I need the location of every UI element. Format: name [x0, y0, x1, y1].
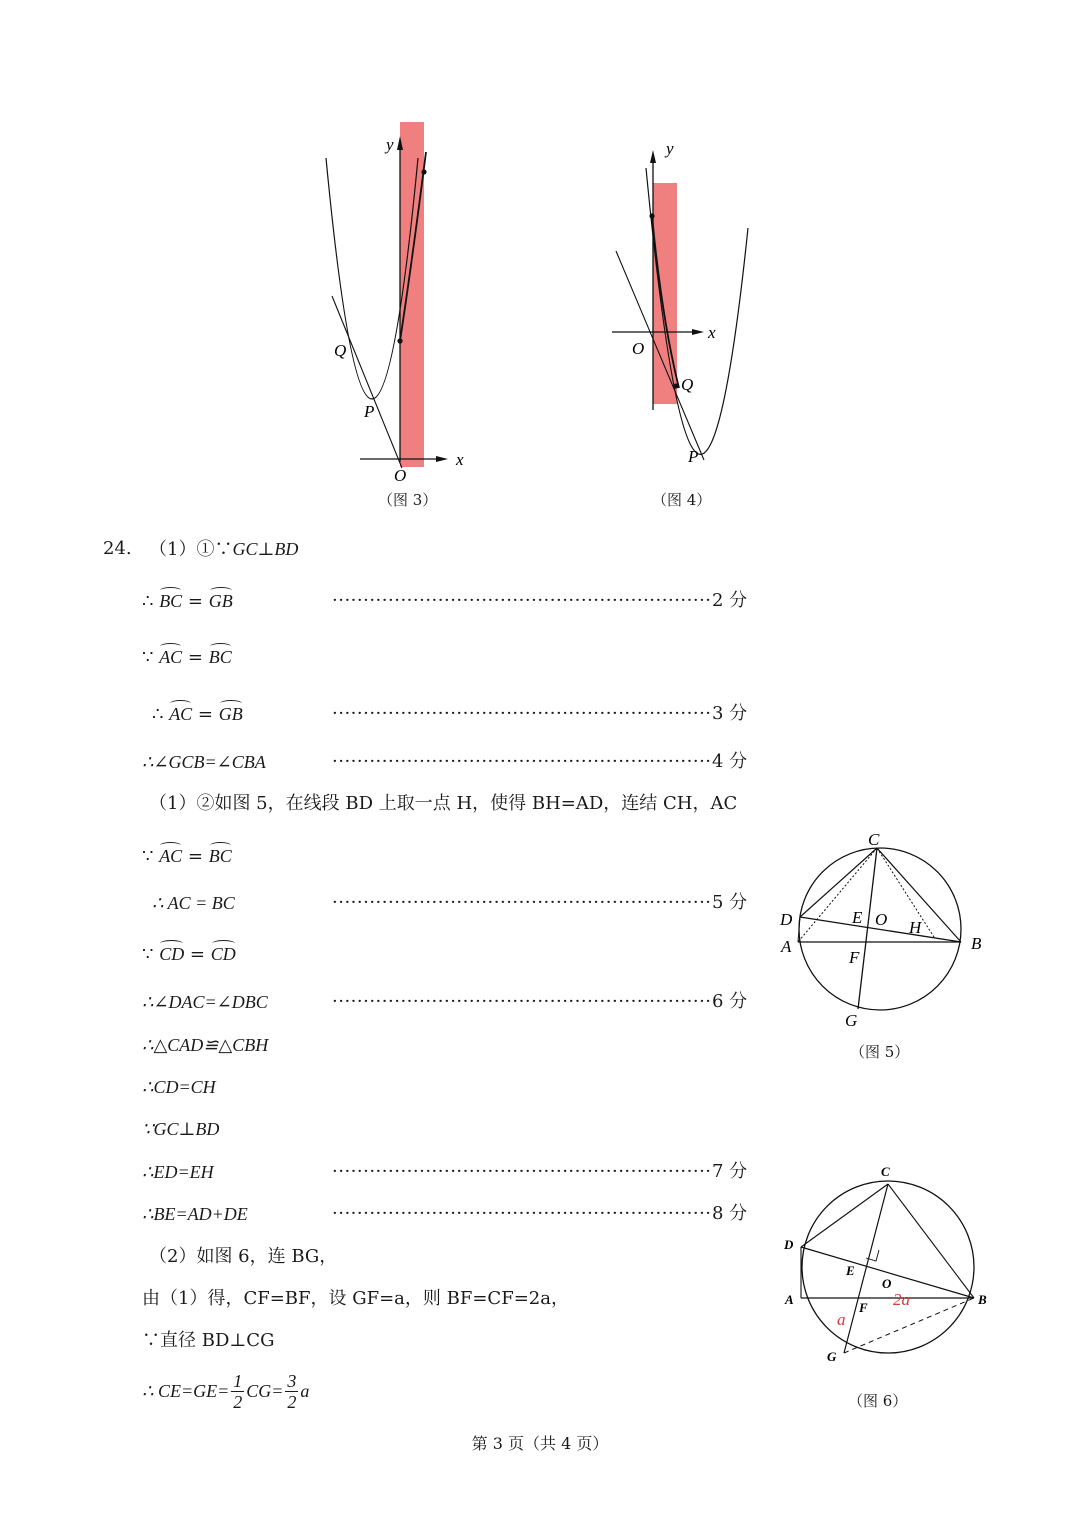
score-label: 4 分	[712, 751, 748, 772]
label-g: G	[845, 1011, 858, 1030]
arc: AC	[169, 704, 193, 724]
point-p-label: P	[364, 402, 375, 421]
tangent-line	[332, 296, 402, 468]
y-label: y	[386, 135, 394, 154]
score-label: 8 分	[712, 1203, 748, 1224]
x-arrow-icon	[436, 456, 448, 462]
score-label: 2 分	[712, 590, 748, 611]
step-14: ∴BE=AD+DE	[142, 1204, 248, 1224]
arc: BC	[159, 591, 183, 611]
head-text: （1）①∵	[149, 539, 233, 560]
label-e: E	[852, 908, 863, 927]
label-c: C	[881, 1164, 890, 1179]
figure-4	[600, 140, 760, 470]
label-g: G	[827, 1349, 837, 1364]
step-9: ∴∠DAC=∠DBC	[142, 992, 268, 1012]
equals: =	[182, 591, 209, 612]
segment-ca	[798, 848, 877, 942]
arc: CD	[159, 944, 185, 964]
length-a-label: a	[837, 1310, 846, 1329]
label-e: E	[846, 1263, 855, 1278]
step-15: （2）如图 6，连 BG，	[149, 1246, 338, 1267]
point-q-label: Q	[681, 375, 694, 394]
page-footer: 第 3 页（共 4 页）	[471, 1434, 609, 1453]
head-math: GC⊥BD	[232, 539, 299, 559]
leader-dots: ·····························································	[332, 703, 712, 724]
step-1	[142, 589, 233, 614]
point	[397, 338, 402, 343]
leader-dots: ·····························································	[332, 590, 712, 611]
score-label: 6 分	[712, 991, 748, 1012]
arc: BC	[208, 846, 232, 866]
step-18	[142, 1366, 309, 1416]
step-mid: CG=	[246, 1381, 284, 1401]
x-arrow-icon	[692, 329, 704, 335]
step-3	[152, 702, 243, 727]
step-6	[142, 844, 232, 869]
label-b: B	[978, 1292, 987, 1307]
label-o: O	[882, 1276, 892, 1291]
arc: GB	[218, 704, 243, 724]
equals: =	[182, 846, 209, 867]
step-12: ∵GC⊥BD	[142, 1119, 220, 1139]
origin-label: O	[632, 339, 645, 358]
step-prefix: ∵	[142, 846, 160, 867]
point	[649, 213, 654, 218]
step-11: ∴CD=CH	[142, 1077, 216, 1097]
point-p-label: P	[688, 447, 699, 466]
figure-6-caption: （图 6）	[848, 1392, 908, 1410]
label-a: A	[785, 1292, 794, 1307]
figure-4-caption: （图 4）	[652, 491, 712, 509]
step-prefix: ∴	[152, 704, 170, 725]
y-arrow-icon	[650, 150, 656, 163]
step-10: ∴△CAD≌△CBH	[142, 1035, 269, 1055]
problem-head	[149, 537, 298, 562]
leader-dots: ·····························································	[332, 991, 712, 1012]
arc: AC	[159, 647, 183, 667]
leader-dots: ·····························································	[332, 1161, 712, 1182]
leader-dots: ·····························································	[332, 1203, 712, 1224]
fraction: $\frac{3}{2}$	[287, 1370, 297, 1412]
step-post: a	[300, 1381, 310, 1401]
step-prefix: ∴ CE=GE=	[142, 1381, 230, 1401]
leader-dots: ·····························································	[332, 892, 712, 913]
step-prefix: ∵	[142, 944, 160, 965]
figure-5	[770, 825, 995, 1030]
equals: =	[184, 944, 211, 965]
step-4: ∴∠GCB=∠CBA	[142, 752, 266, 772]
step-5: （1）②如图 5，在线段 BD 上取一点 H，使得 BH=AD，连结 CH，AC	[149, 793, 738, 814]
label-f: F	[849, 948, 860, 967]
highlight-band	[653, 183, 677, 404]
step-prefix: ∴	[142, 591, 160, 612]
origin-label: O	[394, 466, 407, 485]
point	[421, 169, 426, 174]
step-7: ∴ AC = BC	[152, 893, 235, 913]
arc: BC	[208, 647, 232, 667]
score-label: 3 分	[712, 703, 748, 724]
length-2a-label: 2a	[893, 1290, 910, 1309]
leader-dots: ·····························································	[332, 751, 712, 772]
y-label: y	[666, 140, 674, 158]
score-label: 5 分	[712, 892, 748, 913]
point	[673, 383, 678, 388]
label-b: B	[971, 934, 982, 953]
step-17: ∵直径 BD⊥CG	[142, 1330, 275, 1351]
label-d: D	[784, 1237, 794, 1252]
figure-6	[775, 1158, 995, 1373]
label-h: H	[909, 918, 922, 937]
problem-number: 24.	[103, 538, 132, 559]
segment-cb	[888, 1184, 974, 1298]
x-label: x	[456, 450, 464, 469]
arc: AC	[159, 846, 183, 866]
segment-cd	[800, 848, 877, 917]
highlight-band	[400, 122, 424, 467]
label-d: D	[780, 910, 793, 929]
equals: =	[182, 647, 209, 668]
arc: CD	[210, 944, 236, 964]
arc: GB	[208, 591, 233, 611]
score-label: 7 分	[712, 1161, 748, 1182]
step-prefix: ∵	[142, 647, 160, 668]
x-label: x	[708, 323, 716, 342]
step-2	[142, 645, 232, 670]
step-13: ∴ED=EH	[142, 1162, 214, 1182]
figure-5-caption: （图 5）	[850, 1043, 910, 1061]
circle	[802, 1181, 974, 1353]
fraction: $\frac{1}{2}$	[233, 1370, 243, 1412]
label-f: F	[859, 1300, 868, 1315]
step-16: 由（1）得，CF=BF，设 GF=a，则 BF=CF=2a，	[142, 1288, 569, 1309]
figure-3	[310, 115, 480, 490]
figure-3-caption: （图 3）	[378, 491, 438, 509]
label-c: C	[868, 830, 880, 849]
equals: =	[192, 704, 219, 725]
label-a: A	[781, 937, 792, 956]
step-8	[142, 942, 236, 967]
point-q-label: Q	[334, 341, 347, 360]
label-o: O	[875, 910, 888, 929]
